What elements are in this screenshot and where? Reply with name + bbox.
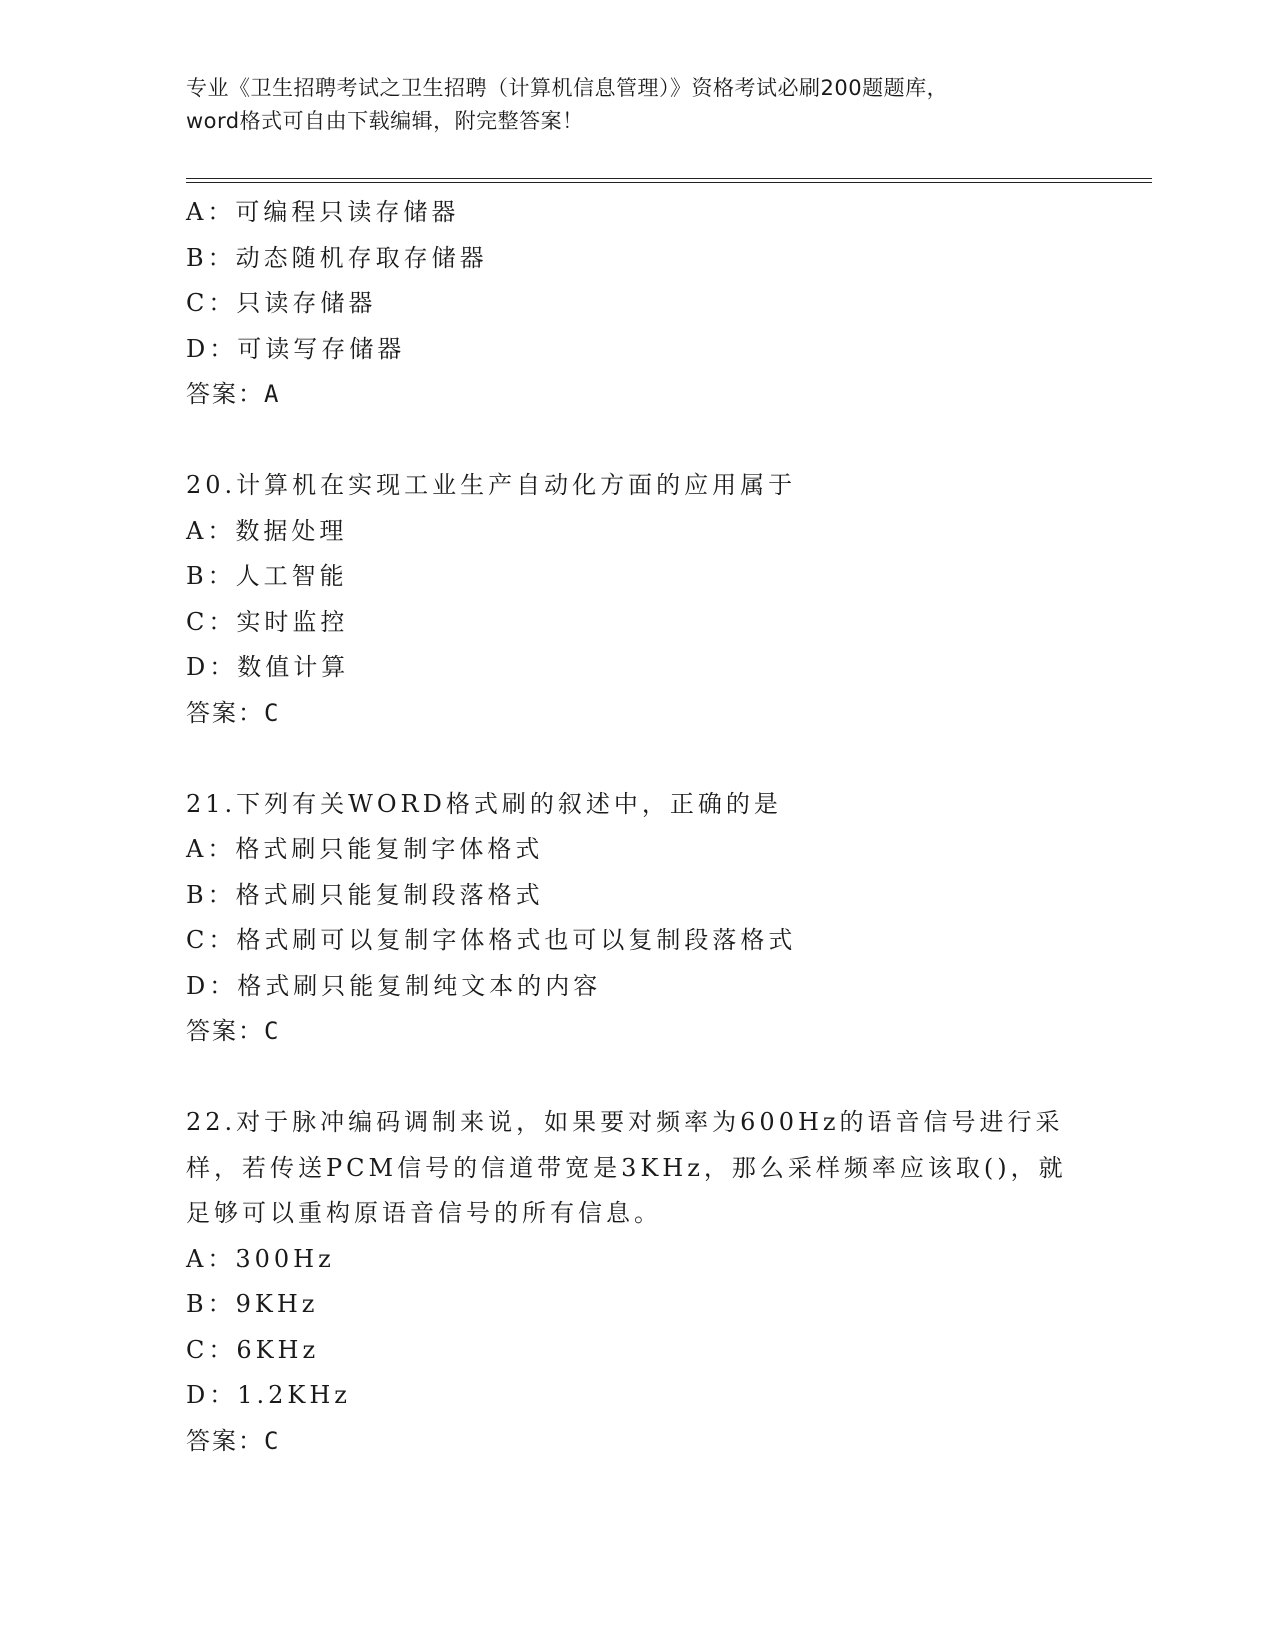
header-title-line-2: word格式可自由下载编辑，附完整答案！	[186, 109, 584, 133]
question-spacer	[186, 1055, 1086, 1101]
answer-line	[186, 1009, 1086, 1055]
answer-label: 答案：	[186, 698, 264, 727]
question-stem: 21.下列有关WORD格式刷的叙述中，正确的是	[186, 789, 782, 818]
option-d: D：格式刷只能复制纯文本的内容	[186, 971, 602, 1000]
question-stem-line-2: 样，若传送PCM信号的信道带宽是3KHz，那么采样频率应该取()，就	[186, 1153, 1067, 1182]
question-21	[186, 782, 1086, 1055]
document-header	[186, 72, 1086, 138]
answer-value: C	[264, 1017, 279, 1045]
option-b: B：人工智能	[186, 562, 348, 590]
answer-label: 答案：	[186, 380, 264, 408]
answer-line	[186, 1419, 1086, 1465]
option-d: D：可读写存储器	[186, 334, 406, 363]
header-title-line-1: 专业《卫生招聘考试之卫生招聘（计算机信息管理）》资格考试必刷200题题库，	[186, 76, 949, 100]
option-d: D：数值计算	[186, 653, 350, 681]
option-b: B：动态随机存取存储器	[186, 243, 488, 272]
option-d: D：1.2KHz	[186, 1381, 351, 1409]
option-a: A：可编程只读存储器	[186, 198, 460, 226]
answer-value: C	[264, 1426, 279, 1455]
header-divider-bottom	[186, 182, 1152, 183]
option-b: B：格式刷只能复制段落格式	[186, 880, 544, 909]
answer-label: 答案：	[186, 1426, 264, 1455]
option-a: A：数据处理	[186, 516, 348, 545]
option-c: C：6KHz	[186, 1335, 320, 1364]
answer-line	[186, 691, 1086, 737]
question-stem: 20.计算机在实现工业生产自动化方面的应用属于	[186, 471, 797, 499]
answer-value: C	[264, 698, 279, 727]
question-stem-line-1: 22.对于脉冲编码调制来说，如果要对频率为600Hz的语音信号进行采	[186, 1108, 1064, 1136]
answer-label: 答案：	[186, 1017, 264, 1045]
option-a: A：300Hz	[186, 1244, 335, 1273]
question-stem-line-3: 足够可以重构原语音信号的所有信息。	[186, 1199, 662, 1227]
header-divider-top	[186, 178, 1152, 179]
option-c: C：只读存储器	[186, 289, 377, 317]
answer-value: A	[264, 380, 279, 408]
option-b: B：9KHz	[186, 1290, 319, 1318]
option-c: C：格式刷可以复制字体格式也可以复制段落格式	[186, 926, 797, 954]
question-19	[186, 190, 1086, 418]
question-22	[186, 1100, 1086, 1464]
option-c: C：实时监控	[186, 607, 349, 636]
question-list	[186, 190, 1086, 1464]
answer-line	[186, 372, 1086, 418]
option-a: A：格式刷只能复制字体格式	[186, 835, 544, 863]
question-spacer	[186, 736, 1086, 782]
question-spacer	[186, 418, 1086, 464]
question-20	[186, 463, 1086, 736]
